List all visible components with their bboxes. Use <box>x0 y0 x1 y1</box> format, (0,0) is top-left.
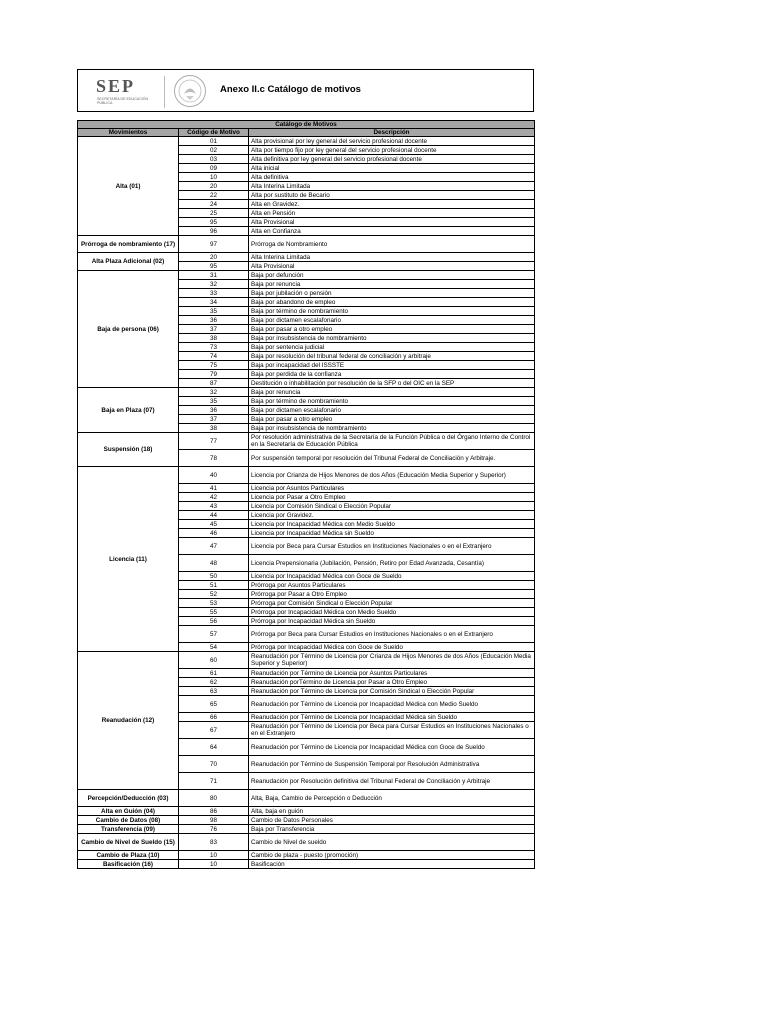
codigo-cell: 32 <box>179 280 249 289</box>
descripcion-cell: Licencia por Incapacidad Médica con Goce de Sueldo <box>249 572 535 581</box>
descripcion-cell: Baja por sentencia judicial <box>249 343 535 352</box>
sep-logo-subtitle: SECRETARÍA DE EDUCACIÓN PÚBLICA <box>97 97 149 105</box>
descripcion-cell: Reanudación por Término de Suspensión Temporal por Resolución Administrativa <box>249 756 535 773</box>
descripcion-cell: Reanudación por Término de Licencia por Crianza de Hijos Menores de dos Años (Educación Media Superior y Superior) <box>249 652 535 669</box>
descripcion-cell: Reanudación por Resolución definitiva del Tribunal Federal de Conciliación y Arbitraje <box>249 773 535 790</box>
descripcion-cell: Licencia por Crianza de Hijos Menores de dos Años (Educación Media Superior y Superior) <box>249 467 535 484</box>
movimiento-cell: Alta Plaza Adicional (02) <box>78 253 179 271</box>
table-row <box>78 236 535 253</box>
codigo-cell: 31 <box>179 271 249 280</box>
descripcion-cell: Alta provisional por ley general del servicio profesional docente <box>249 137 535 146</box>
table-row <box>78 834 535 851</box>
codigo-cell: 52 <box>179 590 249 599</box>
codigo-cell: 66 <box>179 713 249 722</box>
descripcion-cell: Prórroga de Nombramiento <box>249 236 535 253</box>
descripcion-cell: Licencia por Gravidez. <box>249 511 535 520</box>
codigo-cell: 78 <box>179 450 249 467</box>
codigo-cell: 44 <box>179 511 249 520</box>
codigo-cell: 98 <box>179 816 249 825</box>
descripcion-cell: Alta en Pensión <box>249 209 535 218</box>
codigo-cell: 47 <box>179 538 249 555</box>
descripcion-cell: Baja por término de nombramiento <box>249 397 535 406</box>
table-row <box>78 652 535 669</box>
descripcion-cell: Basificación <box>249 860 535 869</box>
table-row <box>78 433 535 450</box>
descripcion-cell: Alta Provisional <box>249 218 535 227</box>
codigo-cell: 70 <box>179 756 249 773</box>
descripcion-cell: Baja por dictamen escalafonario <box>249 406 535 415</box>
descripcion-cell: Prórroga por Asuntos Particulares <box>249 581 535 590</box>
movimiento-cell: Alta (01) <box>78 137 179 236</box>
descripcion-cell: Por resolución administrativa de la Secretaría de la Función Pública o del Órgano Interno de Control en la Secretaría de Educación Pública <box>249 433 535 450</box>
codigo-cell: 75 <box>179 361 249 370</box>
codigo-cell: 38 <box>179 334 249 343</box>
header-movimientos: Movimientos <box>78 129 179 137</box>
codigo-cell: 77 <box>179 433 249 450</box>
codigo-cell: 73 <box>179 343 249 352</box>
descripcion-cell: Licencia por Incapacidad Médica sin Sueldo <box>249 529 535 538</box>
descripcion-cell: Baja por Transferencia <box>249 825 535 834</box>
movimiento-cell: Suspensión (18) <box>78 433 179 467</box>
codigo-cell: 10 <box>179 851 249 860</box>
national-seal-icon <box>173 74 207 108</box>
codigo-cell: 43 <box>179 502 249 511</box>
codigo-cell: 60 <box>179 652 249 669</box>
codigo-cell: 22 <box>179 191 249 200</box>
table-row <box>78 137 535 146</box>
codigo-cell: 64 <box>179 739 249 756</box>
sep-logo-word: SEP <box>96 76 136 96</box>
descripcion-cell: Alta inicial <box>249 164 535 173</box>
descripcion-cell: Alta en Confianza <box>249 227 535 236</box>
codigo-cell: 09 <box>179 164 249 173</box>
descripcion-cell: Alta Interina Limitada <box>249 253 535 262</box>
descripcion-cell: Reanudación por Término de Licencia por Incapacidad Médica con Medio Sueldo <box>249 696 535 713</box>
descripcion-cell: Baja por pasar a otro empleo <box>249 415 535 424</box>
codigo-cell: 95 <box>179 262 249 271</box>
descripcion-cell: Alta Interina Limitada <box>249 182 535 191</box>
codigo-cell: 25 <box>179 209 249 218</box>
table-row <box>78 825 535 834</box>
descripcion-cell: Baja por abandono de empleo <box>249 298 535 307</box>
codigo-cell: 46 <box>179 529 249 538</box>
descripcion-cell: Alta Provisional <box>249 262 535 271</box>
codigo-cell: 62 <box>179 678 249 687</box>
codigo-cell: 51 <box>179 581 249 590</box>
codigo-cell: 35 <box>179 307 249 316</box>
codigo-cell: 56 <box>179 617 249 626</box>
codigo-cell: 32 <box>179 388 249 397</box>
codigo-cell: 53 <box>179 599 249 608</box>
table-row <box>78 388 535 397</box>
movimiento-cell: Cambio de Plaza (10) <box>78 851 179 860</box>
descripcion-cell: Licencia por Comisión Sindical o Elección Popular <box>249 502 535 511</box>
descripcion-cell: Licencia Prepensionaria (Jubilación, Pensión, Retiro por Edad Avanzada, Cesantía) <box>249 555 535 572</box>
sep-logo <box>93 76 165 108</box>
header-codigo: Código de Motivo <box>179 129 249 137</box>
codigo-cell: 96 <box>179 227 249 236</box>
codigo-cell: 38 <box>179 424 249 433</box>
codigo-cell: 42 <box>179 493 249 502</box>
descripcion-cell: Cambio de Nivel de sueldo <box>249 834 535 851</box>
header-descripcion: Descripción <box>249 129 535 137</box>
descripcion-cell: Cambio de plaza - puesto (promoción) <box>249 851 535 860</box>
movimiento-cell: Baja de persona (06) <box>78 271 179 388</box>
descripcion-cell: Prórroga por Pasar a Otro Empleo <box>249 590 535 599</box>
descripcion-cell: Licencia por Asuntos Particulares <box>249 484 535 493</box>
descripcion-cell: Baja por dictamen escalafonario <box>249 316 535 325</box>
codigo-cell: 41 <box>179 484 249 493</box>
table-caption-row <box>78 121 535 129</box>
codigo-cell: 20 <box>179 182 249 191</box>
codigo-cell: 03 <box>179 155 249 164</box>
descripcion-cell: Alta por sustituto de Becario <box>249 191 535 200</box>
descripcion-cell: Alta definitiva por ley general del servicio profesional docente <box>249 155 535 164</box>
descripcion-cell: Prórroga por Incapacidad Médica con Goce de Sueldo <box>249 643 535 652</box>
codigo-cell: 83 <box>179 834 249 851</box>
descripcion-cell: Licencia por Incapacidad Médica con Medio Sueldo <box>249 520 535 529</box>
movimiento-cell: Reanudación (12) <box>78 652 179 790</box>
table-row <box>78 807 535 816</box>
codigo-cell: 65 <box>179 696 249 713</box>
codigo-cell: 86 <box>179 807 249 816</box>
descripcion-cell: Reanudación por Término de Licencia por Asuntos Particulares <box>249 669 535 678</box>
codigo-cell: 61 <box>179 669 249 678</box>
table-row <box>78 860 535 869</box>
codigo-cell: 10 <box>179 173 249 182</box>
descripcion-cell: Por suspensión temporal por resolución del Tribunal Federal de Conciliación y Arbitraje. <box>249 450 535 467</box>
table-row <box>78 790 535 807</box>
descripcion-cell: Prórroga por Incapacidad Médica con Medio Sueldo <box>249 608 535 617</box>
descripcion-cell: Baja por defunción <box>249 271 535 280</box>
codigo-cell: 95 <box>179 218 249 227</box>
codigo-cell: 57 <box>179 626 249 643</box>
movimiento-cell: Licencia (11) <box>78 467 179 652</box>
movimiento-cell: Cambio de Nivel de Sueldo (15) <box>78 834 179 851</box>
movimiento-cell: Prórroga de nombramiento (17) <box>78 236 179 253</box>
descripcion-cell: Prórroga por Beca para Cursar Estudios en Instituciones Nacionales o en el Extranjero <box>249 626 535 643</box>
codigo-cell: 63 <box>179 687 249 696</box>
descripcion-cell: Licencia por Beca para Cursar Estudios en Instituciones Nacionales o en el Extranjero <box>249 538 535 555</box>
logo-divider <box>164 76 165 108</box>
table-row <box>78 816 535 825</box>
descripcion-cell: Baja por insubsistencia de nombramiento <box>249 424 535 433</box>
descripcion-cell: Reanudación porTérmino de Licencia por Pasar a Otro Empleo <box>249 678 535 687</box>
descripcion-cell: Reanudación por Término de Licencia por Incapacidad Médica con Goce de Sueldo <box>249 739 535 756</box>
codigo-cell: 33 <box>179 289 249 298</box>
movimiento-cell: Percepción/Deducción (03) <box>78 790 179 807</box>
codigo-cell: 10 <box>179 860 249 869</box>
movimiento-cell: Baja en Plaza (07) <box>78 388 179 433</box>
table-body <box>78 137 535 869</box>
codigo-cell: 45 <box>179 520 249 529</box>
descripcion-cell: Cambio de Datos Personales <box>249 816 535 825</box>
table-row <box>78 851 535 860</box>
codigo-cell: 36 <box>179 406 249 415</box>
codigo-cell: 24 <box>179 200 249 209</box>
movimiento-cell: Basificación (16) <box>78 860 179 869</box>
codigo-cell: 55 <box>179 608 249 617</box>
movimiento-cell: Cambio de Datos (08) <box>78 816 179 825</box>
document-header <box>77 69 534 112</box>
descripcion-cell: Reanudación por Término de Licencia por Incapacidad Médica sin Sueldo <box>249 713 535 722</box>
descripcion-cell: Alta definitiva <box>249 173 535 182</box>
codigo-cell: 37 <box>179 415 249 424</box>
descripcion-cell: Prórroga por Comisión Sindical o Elección Popular <box>249 599 535 608</box>
codigo-cell: 76 <box>179 825 249 834</box>
table-row <box>78 467 535 484</box>
document-title: Anexo II.c Catálogo de motivos <box>220 84 361 95</box>
codigo-cell: 97 <box>179 236 249 253</box>
descripcion-cell: Baja por jubilación o pensión <box>249 289 535 298</box>
table-caption: Catálogo de Motivos <box>78 121 535 129</box>
descripcion-cell: Alta por tiempo fijo por ley general del servicio profesional docente <box>249 146 535 155</box>
codigo-cell: 87 <box>179 379 249 388</box>
descripcion-cell: Baja por renuncia <box>249 280 535 289</box>
codigo-cell: 67 <box>179 722 249 739</box>
codigo-cell: 02 <box>179 146 249 155</box>
codigo-cell: 34 <box>179 298 249 307</box>
codigo-cell: 54 <box>179 643 249 652</box>
table-header-row <box>78 129 535 137</box>
codigo-cell: 74 <box>179 352 249 361</box>
descripcion-cell: Alta, Baja, Cambio de Percepción o Deducción <box>249 790 535 807</box>
descripcion-cell: Alta en Gravidez. <box>249 200 535 209</box>
descripcion-cell: Reanudación por Término de Licencia por Comisión Sindical o Elección Popular <box>249 687 535 696</box>
table-row <box>78 253 535 262</box>
codigo-cell: 36 <box>179 316 249 325</box>
descripcion-cell: Baja por insubsistencia de nombramiento <box>249 334 535 343</box>
codigo-cell: 50 <box>179 572 249 581</box>
codigo-cell: 40 <box>179 467 249 484</box>
codigo-cell: 37 <box>179 325 249 334</box>
codigo-cell: 35 <box>179 397 249 406</box>
movimiento-cell: Alta en Guión (04) <box>78 807 179 816</box>
descripcion-cell: Baja por incapacidad del ISSSTE <box>249 361 535 370</box>
descripcion-cell: Alta, baja en guión <box>249 807 535 816</box>
codigo-cell: 71 <box>179 773 249 790</box>
table-row <box>78 271 535 280</box>
codigo-cell: 48 <box>179 555 249 572</box>
movimiento-cell: Transferencia (09) <box>78 825 179 834</box>
descripcion-cell: Prórroga por Incapacidad Médica sin Sueldo <box>249 617 535 626</box>
descripcion-cell: Licencia por Pasar a Otro Empleo <box>249 493 535 502</box>
descripcion-cell: Reanudación por Término de Licencia por Beca para Cursar Estudios en Instituciones Nacionales o en el Extranjero <box>249 722 535 739</box>
descripcion-cell: Baja por perdida de la confianza <box>249 370 535 379</box>
motivos-catalog-table <box>77 120 535 869</box>
descripcion-cell: Destitución o inhabilitación por resolución de la SFP o del OIC en la SEP <box>249 379 535 388</box>
descripcion-cell: Baja por renuncia <box>249 388 535 397</box>
descripcion-cell: Baja por resolución del tribunal federal de conciliación y arbitraje <box>249 352 535 361</box>
descripcion-cell: Baja por término de nombramiento <box>249 307 535 316</box>
descripcion-cell: Baja por pasar a otro empleo <box>249 325 535 334</box>
codigo-cell: 01 <box>179 137 249 146</box>
codigo-cell: 20 <box>179 253 249 262</box>
codigo-cell: 80 <box>179 790 249 807</box>
codigo-cell: 79 <box>179 370 249 379</box>
